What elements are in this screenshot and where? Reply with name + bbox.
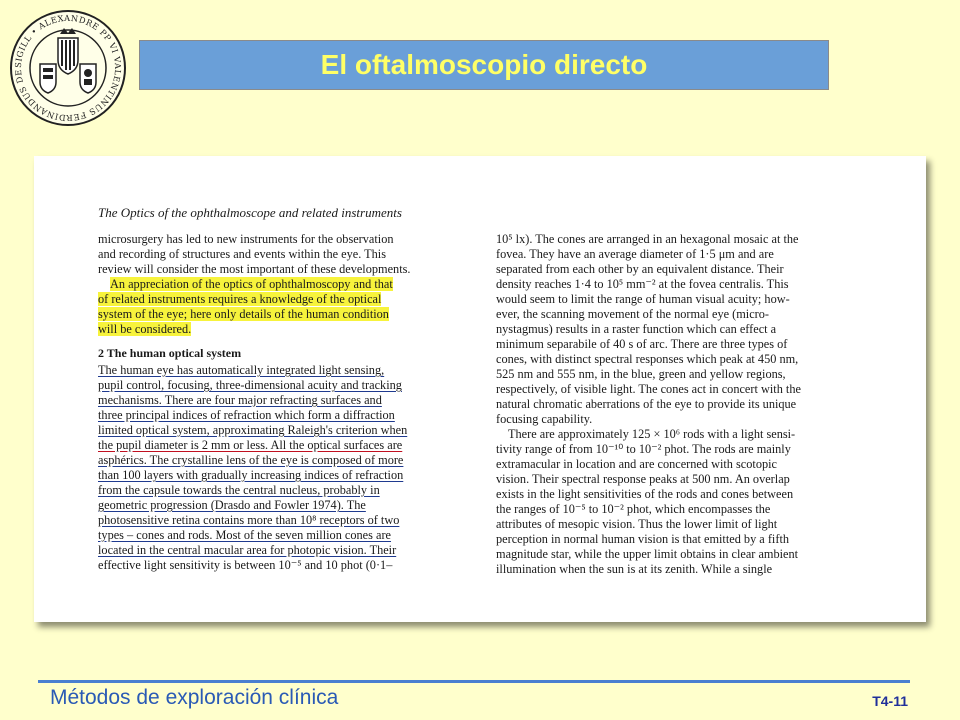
- underlined-line: from the capsule towards the central nucleus, probably in: [98, 483, 380, 497]
- paper-line: the ranges of 10⁻⁵ to 10⁻² phot, which encompasses the: [496, 502, 771, 516]
- paper-line: fovea. They have an average diameter of 1·5 μm and are: [496, 247, 774, 261]
- slide-title: El oftalmoscopio directo: [320, 49, 648, 80]
- paper-line: 525 nm and 555 nm, in the blue, green and yellow regions,: [496, 367, 786, 381]
- paper-line: exists in the light sensitivities of the rods and cones between: [496, 487, 794, 501]
- section-heading: 2 The human optical system: [98, 346, 242, 360]
- paper-line: effective light sensitivity is between 10⁻⁵ and 10 phot (0·1–: [98, 558, 393, 572]
- paper-line: would seem to limit the range of human visual acuity; how-: [496, 292, 790, 306]
- highlighted-line: will be considered.: [98, 322, 192, 336]
- slide-title-bar: [139, 40, 829, 90]
- paper-line: natural chromatic aberrations of the eye to provide its unique: [496, 397, 797, 411]
- underlined-line: The human eye has automatically integrated light sensing,: [98, 363, 385, 377]
- paper-line: respectively, of visible light. The cones act in concert with the: [496, 382, 801, 396]
- paper-line: perception in normal human vision is that emitted by a fifth: [496, 532, 790, 546]
- paper-line: review will consider the most important of these developments.: [98, 262, 411, 276]
- paper-line: and recording of structures and events within the eye. This: [98, 247, 386, 261]
- paper-line: There are approximately 125 × 10⁶ rods with a light sensi-: [508, 427, 796, 441]
- seal-ring-text: SIGILL • ALEXANDRE PP VI VALENTINUS FERDINANDUS DE: [12, 12, 124, 124]
- paper-line: nystagmus) results in a raster function which can effect a: [496, 322, 777, 336]
- paper-line: separated from each other by an equivalent distance. Their: [496, 262, 784, 276]
- paper-line: ever, the scanning movement of the normal eye (micro-: [496, 307, 770, 321]
- paper-line: cones, with distinct spectral responses which peak at 450 nm,: [496, 352, 799, 366]
- underlined-line: three principal indices of refraction which form a diffraction: [98, 408, 395, 422]
- underlined-line: photosensitive retina contains more than 10⁸ receptors of two: [98, 513, 400, 527]
- highlighted-line: of related instruments requires a knowledge of the optical: [98, 292, 382, 306]
- paper-line: minimum separabile of 40 s of arc. There are three types of: [496, 337, 788, 351]
- paper-line: focusing capability.: [496, 412, 593, 426]
- paper-right-column: [496, 232, 863, 577]
- paper-line: microsurgery has led to new instruments for the observation: [98, 232, 394, 246]
- paper-line: extramacular in location and are concerned with scotopic: [496, 457, 777, 471]
- highlighted-line: system of the eye; here only details of the human condition: [98, 307, 389, 321]
- underlined-line: types – cones and rods. Most of the seven million cones are: [98, 528, 392, 542]
- highlighted-line: An appreciation of the optics of ophthalmoscopy and that: [110, 277, 393, 291]
- paper-line: vision. Their spectral response peaks at 500 nm. An overlap: [496, 472, 790, 486]
- underlined-line: than 100 layers with gradually increasing indices of refraction: [98, 468, 404, 482]
- underlined-line: pupil control, focusing, three-dimensional acuity and tracking: [98, 378, 402, 392]
- paper-line: magnitude star, while the upper limit obtains in clear ambient: [496, 547, 799, 561]
- underlined-line: geometric progression (Drasdo and Fowler 1974). The: [98, 498, 366, 512]
- university-seal: [8, 8, 128, 128]
- seal-emblem-icon: [8, 8, 128, 128]
- paper-excerpt: [34, 156, 926, 622]
- underlined-line: located in the central macular area for photopic vision. Their: [98, 543, 397, 557]
- underlined-line: limited optical system, approximating Raleigh's criterion when: [98, 423, 408, 437]
- footer-slide-code: T4-11: [872, 693, 908, 709]
- paper-running-head: The Optics of the ophthalmoscope and related instruments: [98, 205, 402, 220]
- footer-course-title: Métodos de exploración clínica: [50, 686, 339, 709]
- paper-line: tivity range of from 10⁻¹⁰ to 10⁻² phot. The rods are mainly: [496, 442, 791, 456]
- footer-divider: [38, 680, 910, 683]
- underlined-line: asphérics. The crystalline lens of the eye is composed of more: [98, 453, 404, 467]
- paper-line: density reaches 1·4 to 10⁵ mm⁻² at the fovea centralis. This: [496, 277, 789, 291]
- underlined-line: mechanisms. There are four major refracting surfaces and: [98, 393, 382, 407]
- paper-line: illumination when the sun is at its zenith. While a single: [496, 562, 773, 576]
- paper-line: attributes of mesopic vision. Thus the lower limit of light: [496, 517, 778, 531]
- paper-left-column: [98, 232, 462, 573]
- red-underlined-line: the pupil diameter is 2 mm or less. All the optical surfaces are: [98, 438, 403, 452]
- paper-line: 10⁵ lx). The cones are arranged in an hexagonal mosaic at the: [496, 232, 799, 246]
